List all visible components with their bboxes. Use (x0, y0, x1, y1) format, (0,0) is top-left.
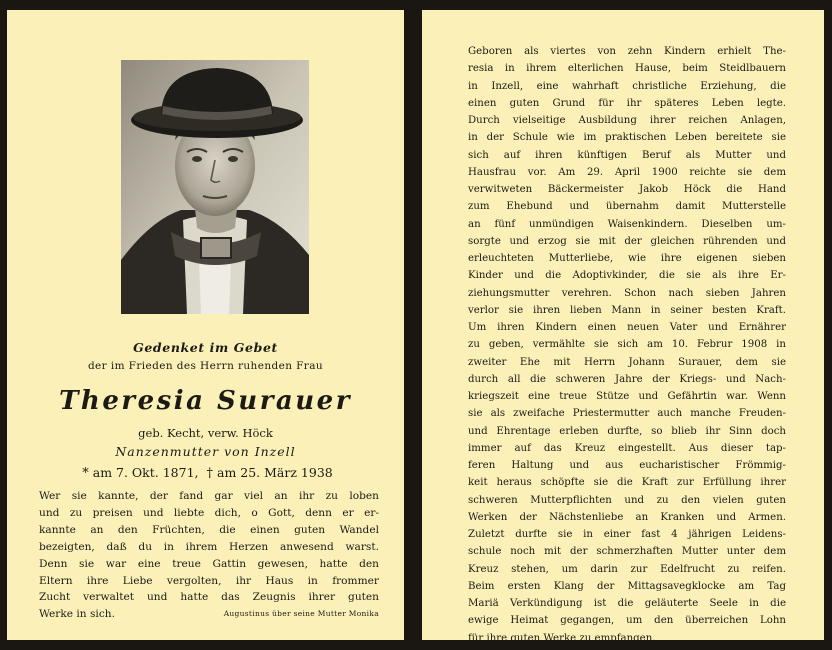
biography-line: Kinder und die Adoptivkinder, die sie als ihre Er- (468, 270, 786, 282)
biography-line: Zuletzt durfte sie in einer fast 4 jährigen Leidens- (468, 529, 786, 540)
peace-line: der im Frieden des Herrn ruhenden Frau (87, 360, 324, 372)
prayer-heading: Gedenket im Gebet (133, 340, 278, 355)
biography-line: ewige Heimat gegangen, um den überreichen Lohn (468, 615, 786, 627)
biography-line: Beim ersten Klang der Mittagsavegklocke am Tag (468, 580, 786, 592)
birth-date: am 7. Okt. 1871, (92, 465, 199, 480)
role-title: Nanzenmutter von Inzell (115, 444, 296, 459)
quote-line: Denn sie war eine treue Gattin gewesen, hatte den (39, 557, 379, 570)
card-front-panel (7, 10, 404, 640)
quote-signature: Augustinus über seine Mutter Monika (223, 609, 379, 619)
life-dates (7, 465, 404, 481)
biography-line: keit heraus schöpfte sie die Kraft zur Erfüllung ihrer (468, 477, 786, 489)
death-symbol: † (206, 466, 213, 481)
biography-line: Mariä Verkündigung ist die geläuterte Seele in die (468, 598, 786, 609)
biography-line: zu geben, vermählte sie sich am 10. Februr 1908 in (468, 339, 786, 351)
birth-name: geb. Kecht, verw. Höck (138, 426, 273, 440)
biography-line: und Ehrentage erleben durfte, so blieb ihr Sinn doch (468, 425, 786, 437)
biography-line: in der Schule wie im praktischen Leben bereitete sie (468, 132, 786, 144)
biography-line: Durch vielseitige Ausbildung ihrer reichen Anlagen, (468, 115, 786, 126)
biography-line: in Inzell, eine wahrhaft christliche Erziehung, die (468, 80, 786, 92)
biography-line: schweren Mutterpflichten und zu den vielen guten (468, 494, 786, 506)
biography-line: an fünf unmündigen Waisenkindern. Dieselben um- (468, 218, 786, 230)
biography-line: verwitweten Bäckermeister Jakob Höck die Hand (468, 184, 786, 195)
biography-line: erleuchteten Mutterliebe, wie ihre eigenen sieben (468, 253, 786, 264)
biography-line: feren Haltung und aus eucharistischer Frömmig- (468, 460, 786, 471)
biography-line: ziehungsmutter verehren. Schon nach sieben Jahren (468, 287, 786, 299)
biography-line: zum Ehebund und übernahm damit Mutterstelle (468, 201, 786, 213)
biography-text (468, 43, 786, 647)
deceased-name: Theresia Surauer (59, 386, 352, 416)
biography-line: sie als zweifache Priestermutter auch manche Freuden- (468, 408, 786, 420)
quote-line: kannte an den Früchten, die einen guten Wandel (39, 523, 379, 536)
death-date: am 25. März 1938 (217, 465, 333, 480)
biography-line: kriegszeit eine treue Stütze und Gefährtin war. Wenn (468, 391, 786, 402)
quote-line: bezeigten, daß du in ihrem Herzen anwesend warst. (39, 540, 379, 553)
biography-line: immer auf das Kreuz eingestellt. Aus dieser tap- (468, 442, 786, 454)
quote-line: Zucht verwaltet und hatte das Zeugnis ihrer guten (39, 591, 379, 604)
quote-closing-line (39, 606, 379, 623)
birth-symbol: * (82, 466, 89, 481)
card-back-panel (422, 10, 824, 644)
augustinus-quote (39, 488, 379, 623)
biography-line: Um ihren Kindern einen neuen Vater und Ernährer (468, 322, 786, 333)
biography-line: Kreuz stehen, um darin zur Edelfrucht zu reifen. (468, 563, 786, 575)
quote-line: Wer sie kannte, der fand gar viel an ihr zu loben (39, 490, 379, 502)
biography-line: Hausfrau vor. Am 29. April 1900 reichte sie dem (468, 166, 786, 178)
biography-line: Werken der Nächstenliebe an Kranken und Armen. (468, 511, 786, 523)
biography-line: sorgte und erzog sie mit der gleichen rührenden und (468, 235, 786, 247)
biography-line: sich auf ihren künftigen Beruf als Mutter und (468, 149, 786, 161)
biography-line: Geboren als viertes von zehn Kindern erhielt The- (468, 46, 786, 57)
biography-line: für ihre guten Werke zu empfangen. (468, 632, 656, 644)
quote-line: und zu preisen und liebte dich, o Gott, denn er er- (39, 506, 379, 519)
portrait-photo (121, 60, 309, 314)
quote-line: Werke in sich. (39, 608, 115, 621)
biography-line: verlor sie ihren lieben Mann in seiner besten Kraft. (468, 304, 786, 316)
quote-line: Eltern ihre Liebe vergolten, ihr Haus in frommer (39, 574, 379, 587)
biography-line: resia in ihrem elterlichen Hause, beim Steidlbauern (468, 63, 786, 75)
biography-line: durch all die schweren Jahre der Kriegs- und Nach- (468, 373, 786, 385)
biography-line: zweiter Ehe mit Herrn Johann Surauer, dem sie (468, 356, 786, 368)
biography-line: schule noch mit der schmerzhaften Mutter unter dem (468, 546, 786, 558)
biography-line: einen guten Grund für ihr späteres Leben legte. (468, 97, 786, 109)
